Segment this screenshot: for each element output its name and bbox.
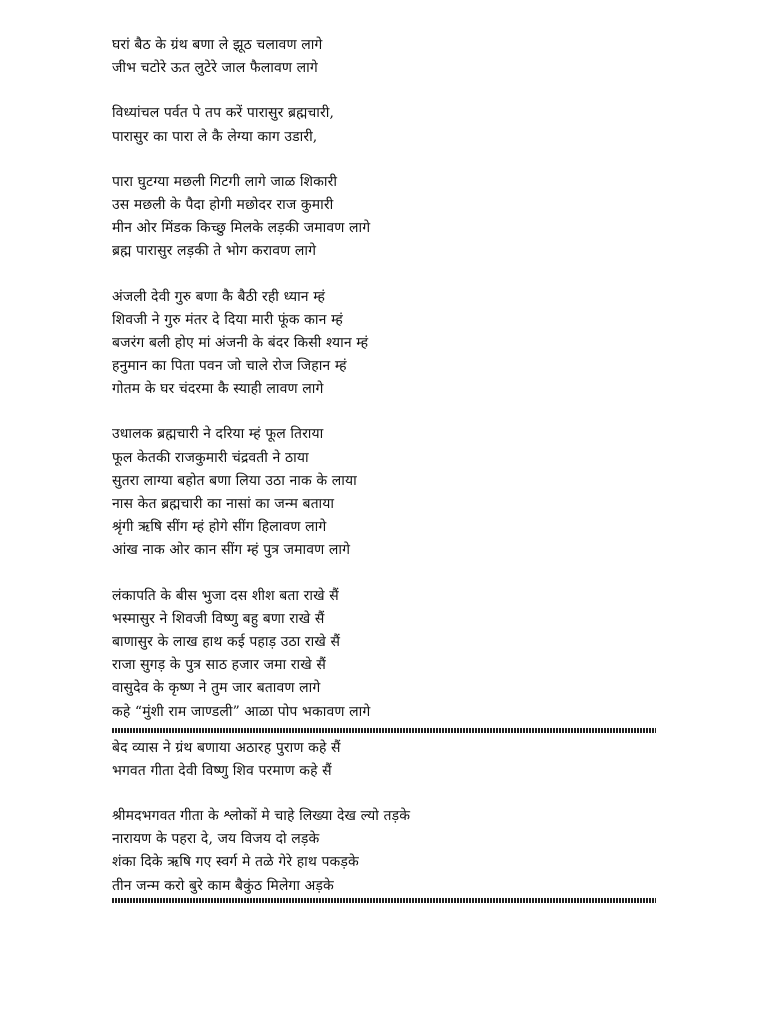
poem-line: बजरंग बली होए मां अंजनी के बंदर किसी श्यान म्हं (112, 334, 369, 351)
stanza-6 (112, 585, 672, 724)
poem-line: नास केत ब्रह्मचारी का नासां का जन्म बताया (112, 496, 335, 512)
poem-line: शिवजी ने गुरु मंतर दे दिया मारी फूंक कान म्हं (112, 311, 343, 328)
stanza-3 (112, 171, 672, 264)
poem-line: हनुमान का पिता पवन जो चाले रोज जिहान म्हं (112, 358, 347, 375)
stanza-2 (112, 102, 672, 148)
poem-line: सुतरा लाग्या बहोत बणा लिया उठा नाक के लाया (112, 472, 357, 489)
poem-line: जीभ चटोरे ऊत लुटेरे जाल फैलावण लागे (112, 60, 318, 77)
poem-line: पारा घुटग्या मछली गिटगी लागे जाळ शिकारी (112, 173, 338, 190)
poem-line: भगवत गीता देवी विष्णु शिव परमाण कहे सैं (112, 762, 332, 779)
poem-line: श्रृंगी ऋषि सींग म्हं होगे सींग हिलावण लागे (112, 519, 327, 536)
stanza-5 (112, 423, 672, 562)
poem-line: अंजली देवी गुरु बणा कै बैठी रही ध्यान म्हं (112, 288, 326, 305)
poem-line: वासुदेव के कृष्ण ने तुम जार बतावण लागे (112, 680, 321, 697)
stanza-7 (112, 737, 672, 783)
poem-line: नारायण के पहरा दे, जय विजय दो लड़के (112, 831, 320, 848)
poem-body (112, 34, 672, 907)
poem-line: भस्मासुर ने शिवजी विष्णु बहु बणा राखे सैं (112, 610, 325, 627)
poem-line: विध्यांचल पर्वत पे तप करें पारासुर ब्रह्मचारी, (112, 105, 335, 122)
stanza-1 (112, 34, 672, 80)
dotted-divider-top (112, 728, 656, 733)
poem-line: उधालक ब्रह्मचारी ने दरिया म्हं फूल तिराया (112, 426, 324, 443)
poem-line: तीन जन्म करो बुरे काम बैकुंठ मिलेगा अड़के (112, 877, 334, 894)
poem-line: मीन ओर मिंडक किच्छु मिलके लड़की जमावण लागे (112, 220, 371, 237)
poem-line: लंकापति के बीस भुजा दस शीश बता राखे सैं (112, 587, 339, 604)
stanza-8 (112, 805, 672, 898)
poem-line: राजा सुगड़ के पुत्र साठ हजार जमा राखे सैं (112, 657, 326, 674)
poem-line: शंका दिके ऋषि गए स्वर्ग मे तळे गेरे हाथ पकड़के (112, 854, 359, 871)
poem-line: घरां बैठ के ग्रंथ बणा ले झूठ चलावण लागे (112, 37, 323, 53)
dotted-divider-bottom (112, 898, 656, 903)
poem-line: पारासुर का पारा ले कै लेग्या काग उडारी, (112, 128, 318, 145)
poem-line: गोतम के घर चंदरमा कै स्याही लावण लागे (112, 381, 324, 398)
poem-line: फूल केतकी राजकुमारी चंद्रवती ने ठाया (112, 449, 309, 466)
poem-line: कहे “मुंशी राम जाण्डली” आळा पोप भकावण लागे (112, 703, 371, 720)
poem-line: श्रीमदभगवत गीता के श्लोकों मे चाहे लिख्या देख ल्यो तड़के (112, 808, 411, 825)
poem-line: उस मछली के पैदा होगी मछोदर राज कुमारी (112, 196, 334, 213)
stanza-4 (112, 286, 672, 402)
poem-line: आंख नाक ओर कान सींग म्हं पुत्र जमावण लागे (112, 542, 351, 559)
poem-line: ब्रह्म पारासुर लड़की ते भोग करावण लागे (112, 243, 317, 260)
poem-line: बाणासुर के लाख हाथ कई पहाड़ उठा राखे सैं (112, 633, 341, 650)
poem-line: बेद व्यास ने ग्रंथ बणाया अठारह पुराण कहे सैं (112, 739, 341, 756)
